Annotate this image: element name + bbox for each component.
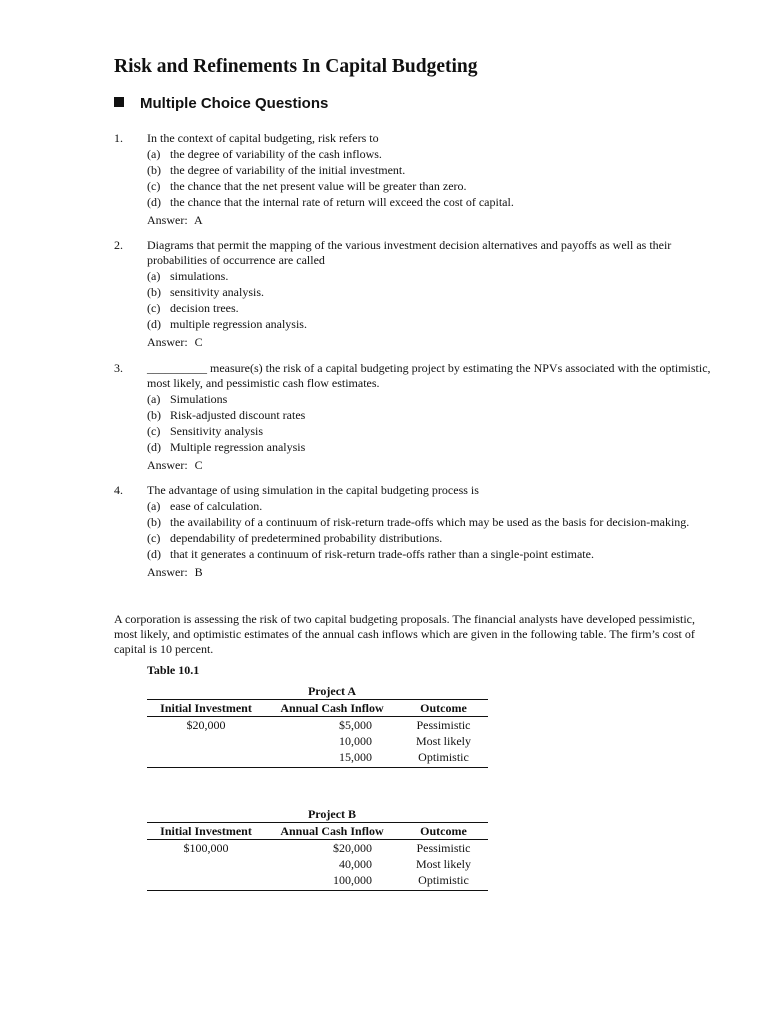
option-text: simulations. <box>170 269 229 283</box>
question-2 <box>114 238 714 350</box>
option-text: the degree of variability of the cash inflows. <box>170 147 382 161</box>
table-row <box>147 856 488 872</box>
column-header-investment: Initial Investment <box>147 700 265 717</box>
table-row <box>147 840 488 857</box>
option-c <box>147 424 714 439</box>
answer-label: Answer: <box>147 335 188 349</box>
option-b <box>147 408 714 423</box>
question-4 <box>114 483 714 580</box>
option-letter: (d) <box>147 440 161 454</box>
option-list <box>147 499 714 562</box>
option-d <box>147 195 714 210</box>
option-text: the availability of a continuum of risk-return trade-offs which may be used as the basis for decision-making. <box>170 515 690 529</box>
project-b-table <box>147 806 488 891</box>
project-name: Project B <box>265 806 399 823</box>
question-number: 1. <box>114 131 123 145</box>
option-letter: (a) <box>147 269 161 283</box>
column-header-outcome: Outcome <box>399 823 488 840</box>
question-stem: __________ measure(s) the risk of a capital budgeting project by estimating the NPVs associated with the optimistic, most likely, and pessimistic cash flow estimates. <box>147 361 711 390</box>
option-text: Sensitivity analysis <box>170 424 263 438</box>
cash-inflow-cell: 40,000 <box>339 857 372 871</box>
option-letter: (c) <box>147 301 161 315</box>
square-bullet-icon <box>114 97 124 107</box>
column-header-investment: Initial Investment <box>147 823 265 840</box>
answer-label: Answer: <box>147 458 188 472</box>
document-title: Risk and Refinements In Capital Budgeting <box>114 56 478 77</box>
option-text: Risk-adjusted discount rates <box>170 408 306 422</box>
option-text: sensitivity analysis. <box>170 285 264 299</box>
cash-inflow-cell: 100,000 <box>265 872 399 891</box>
option-letter: (b) <box>147 285 161 299</box>
answer-label: Answer: <box>147 565 188 579</box>
option-text: Multiple regression analysis <box>170 440 306 454</box>
question-stem: In the context of capital budgeting, risk refers to <box>147 131 379 145</box>
answer-line <box>147 335 714 350</box>
option-b <box>147 515 714 530</box>
table-row <box>147 749 488 768</box>
investment-cell <box>147 733 265 749</box>
table-title: Table 10.1 <box>147 663 200 677</box>
option-letter: (b) <box>147 515 161 529</box>
investment-cell: $100,000 <box>183 841 229 855</box>
investment-cell: $20,000 <box>186 718 226 732</box>
question-stem: The advantage of using simulation in the capital budgeting process is <box>147 483 479 497</box>
option-letter: (b) <box>147 163 161 177</box>
option-d <box>147 547 714 562</box>
option-letter: (c) <box>147 424 161 438</box>
question-number: 2. <box>114 238 123 252</box>
option-letter: (a) <box>147 392 161 406</box>
investment-cell <box>147 872 265 891</box>
option-letter: (d) <box>147 195 161 209</box>
option-a <box>147 499 714 514</box>
investment-cell <box>147 856 265 872</box>
question-number: 4. <box>114 483 123 497</box>
option-list <box>147 269 714 332</box>
option-text: ease of calculation. <box>170 499 263 513</box>
answer-value: C <box>194 335 203 349</box>
outcome-cell: Optimistic <box>399 872 488 891</box>
option-list <box>147 392 714 455</box>
option-d <box>147 440 714 455</box>
column-header-outcome: Outcome <box>399 700 488 717</box>
table-row <box>147 717 488 734</box>
table-row <box>147 733 488 749</box>
cash-inflow-cell: 10,000 <box>339 734 372 748</box>
option-letter: (a) <box>147 499 161 513</box>
option-a <box>147 147 714 162</box>
section-heading <box>114 95 328 112</box>
option-letter: (b) <box>147 408 161 422</box>
intro-paragraph: A corporation is assessing the risk of two capital budgeting proposals. The financial analysts have developed pessimistic, most likely, and optimistic estimates of the annual cash inflows which are given in the following table. The firm’s cost of capital is 10 percent. <box>114 612 695 656</box>
option-c <box>147 531 714 546</box>
question-1 <box>114 131 714 228</box>
option-letter: (c) <box>147 531 161 545</box>
project-a-table <box>147 683 488 768</box>
column-header-cash-inflow: Annual Cash Inflow <box>265 700 399 717</box>
answer-value: A <box>194 213 203 227</box>
question-number: 3. <box>114 361 123 375</box>
answer-value: B <box>194 565 203 579</box>
option-text: that it generates a continuum of risk-return trade-offs rather than a single-point estimate. <box>170 547 594 561</box>
option-letter: (d) <box>147 317 161 331</box>
outcome-cell: Most likely <box>415 857 471 871</box>
answer-line <box>147 565 714 580</box>
cash-inflow-cell: $20,000 <box>333 841 372 855</box>
option-text: multiple regression analysis. <box>170 317 307 331</box>
option-letter: (c) <box>147 179 161 193</box>
answer-line <box>147 213 714 228</box>
question-3 <box>114 361 714 473</box>
cash-inflow-cell: $5,000 <box>339 718 372 732</box>
option-text: the chance that the internal rate of return will exceed the cost of capital. <box>170 195 514 209</box>
project-name: Project A <box>265 683 399 700</box>
table-row <box>147 872 488 891</box>
answer-value: C <box>194 458 203 472</box>
option-text: the chance that the net present value will be greater than zero. <box>170 179 467 193</box>
option-text: decision trees. <box>170 301 239 315</box>
answer-line <box>147 458 714 473</box>
option-b <box>147 285 714 300</box>
outcome-cell: Pessimistic <box>416 718 471 732</box>
investment-cell <box>147 749 265 768</box>
option-a <box>147 269 714 284</box>
section-heading-label: Multiple Choice Questions <box>140 95 329 112</box>
cash-inflow-cell: 15,000 <box>265 749 399 768</box>
option-text: dependability of predetermined probability distributions. <box>170 531 443 545</box>
option-letter: (a) <box>147 147 161 161</box>
outcome-cell: Most likely <box>415 734 471 748</box>
option-text: Simulations <box>170 392 228 406</box>
option-c <box>147 179 714 194</box>
column-header-cash-inflow: Annual Cash Inflow <box>265 823 399 840</box>
question-stem: Diagrams that permit the mapping of the various investment decision alternatives and payoffs as well as their probabilities of occurrence are called <box>147 238 672 267</box>
option-list <box>147 147 714 210</box>
option-d <box>147 317 714 332</box>
option-a <box>147 392 714 407</box>
option-b <box>147 163 714 178</box>
outcome-cell: Pessimistic <box>416 841 471 855</box>
outcome-cell: Optimistic <box>399 749 488 768</box>
option-text: the degree of variability of the initial investment. <box>170 163 406 177</box>
option-letter: (d) <box>147 547 161 561</box>
answer-label: Answer: <box>147 213 188 227</box>
option-c <box>147 301 714 316</box>
